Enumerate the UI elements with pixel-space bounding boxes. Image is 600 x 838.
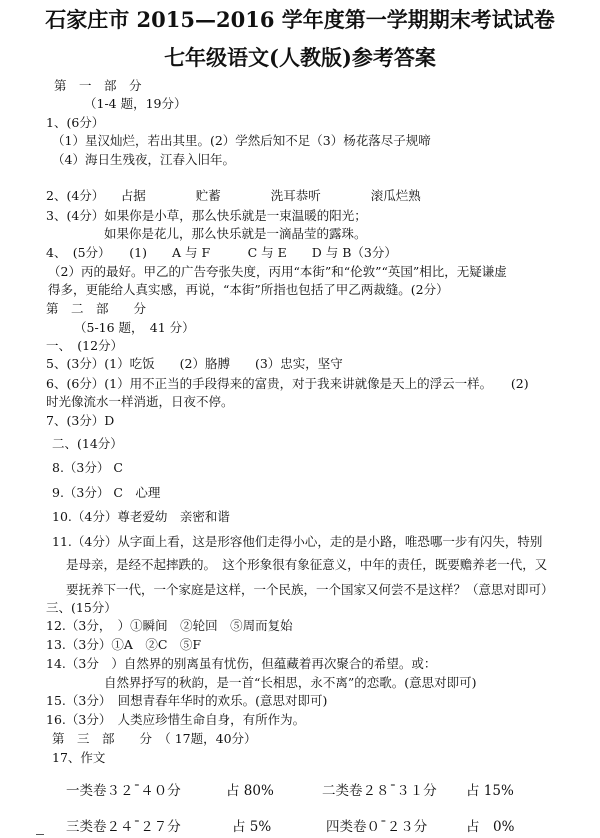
document-subtitle: 七年级语文(人教版)参考答案: [164, 45, 436, 70]
answer-line: 时光像流水一样消逝，日夜不停。: [46, 394, 234, 409]
section-heading: 二、(14分）: [52, 436, 123, 451]
answer-line: （2）丙的最好。甲乙的广告夸张失度，丙用“本街”和“伦敦”“英国”相比，无疑谦虚: [48, 264, 507, 279]
grade-percent: 占 0%: [466, 819, 515, 835]
answer-line: 2、(4分） 占据 贮蓄 洗耳恭听 滚瓜烂熟: [46, 188, 421, 203]
grade-percent: 占 80%: [226, 783, 274, 799]
answer-line: 3、(4分）如果你是小草，那么快乐就是一束温暖的阳光；: [46, 208, 367, 223]
answer-line: 17、作文: [52, 750, 106, 765]
grade-label: 四类卷０¯２３分: [326, 819, 428, 835]
grade-percent: 占 15%: [466, 783, 514, 799]
answer-line: 1、(6分）: [46, 115, 105, 130]
answer-line: 得多，更能给人真实感，再说，“本街”所指也包括了甲乙两裁缝。(2分）: [48, 282, 449, 297]
answer-line: 4、 (5分） (1) A 与 F C 与 E D 与 B（3分）: [46, 245, 397, 260]
answer-line: 6、(6分）(1）用不正当的手段得来的富贵，对于我来讲就像是天上的浮云一样。 (2): [46, 376, 529, 391]
section-heading-part3: 第 三 部 分 （ 17题，40分）: [52, 731, 257, 746]
answer-line: 要抚养下一代，一个家庭是这样，一个民族，一个国家又何尝不是这样？（意思对即可）: [66, 582, 554, 597]
answer-line: （1）星汉灿烂，若出其里。(2）学然后知不足（3）杨花落尽子规啼: [52, 133, 431, 148]
grade-label: 一类卷３２¯４０分: [66, 783, 181, 799]
answer-line: 9.（3分） C 心理: [52, 485, 161, 500]
section-heading-part1: 第 一 部 分: [54, 78, 142, 93]
answer-line: 10.（4分）尊老爱幼 亲密和谐: [52, 509, 230, 524]
grade-percent: 占 5%: [232, 819, 272, 835]
section-heading: 三、(15分）: [46, 600, 117, 615]
answer-line: 12.（3分， ）①瞬间 ②轮回 ⑤周而复始: [46, 618, 293, 633]
answer-line: （4）海日生残夜，江春入旧年。: [52, 152, 235, 167]
grade-label: 二类卷２８¯３１分: [322, 783, 437, 799]
section-subheading: （1-4 题，19分）: [84, 96, 187, 111]
answer-line: 11.（4分）从字面上看，这是形容他们走得小心，走的是小路，唯恐哪一步有闪失，特别: [52, 534, 543, 549]
answer-line: 14.（3分 ）自然界的别离虽有忧伤，但蕴藏着再次聚合的希望。或：: [46, 656, 437, 671]
answer-line: 如果你是花儿，那么快乐就是一滴晶莹的露珠。: [104, 226, 367, 241]
page-corner-mark: [36, 834, 44, 838]
answer-line: 7、(3分）D: [46, 413, 115, 428]
answer-line: 16.（3分） 人类应珍惜生命自身，有所作为。: [46, 712, 306, 727]
section-heading-part2: 第 二 部 分: [46, 301, 147, 316]
answer-line: 一、 (12分）: [46, 338, 124, 353]
section-subheading: （5-16 题， 41 分）: [74, 320, 195, 335]
answer-line: 是母亲，是经不起摔跌的。 这个形象很有象征意义，中年的责任，既要赡养老一代，又: [66, 557, 548, 572]
document-title: 石家庄市 2015—2016 学年度第一学期期末考试试卷: [45, 7, 555, 32]
answer-line: 自然界抒写的秋韵，是一首“长相思，永不离”的恋歌。(意思对即可): [104, 675, 477, 690]
answer-line: 5、(3分）(1）吃饭 (2）胳膊 (3）忠实，坚守: [46, 356, 343, 371]
grade-label: 三类卷２４¯２７分: [66, 819, 181, 835]
answer-line: 8.（3分） C: [52, 460, 123, 475]
answer-line: 13.（3分）①A ②C ⑤F: [46, 637, 202, 652]
answer-line: 15.（3分） 回想青春年华时的欢乐。(意思对即可): [46, 693, 328, 708]
